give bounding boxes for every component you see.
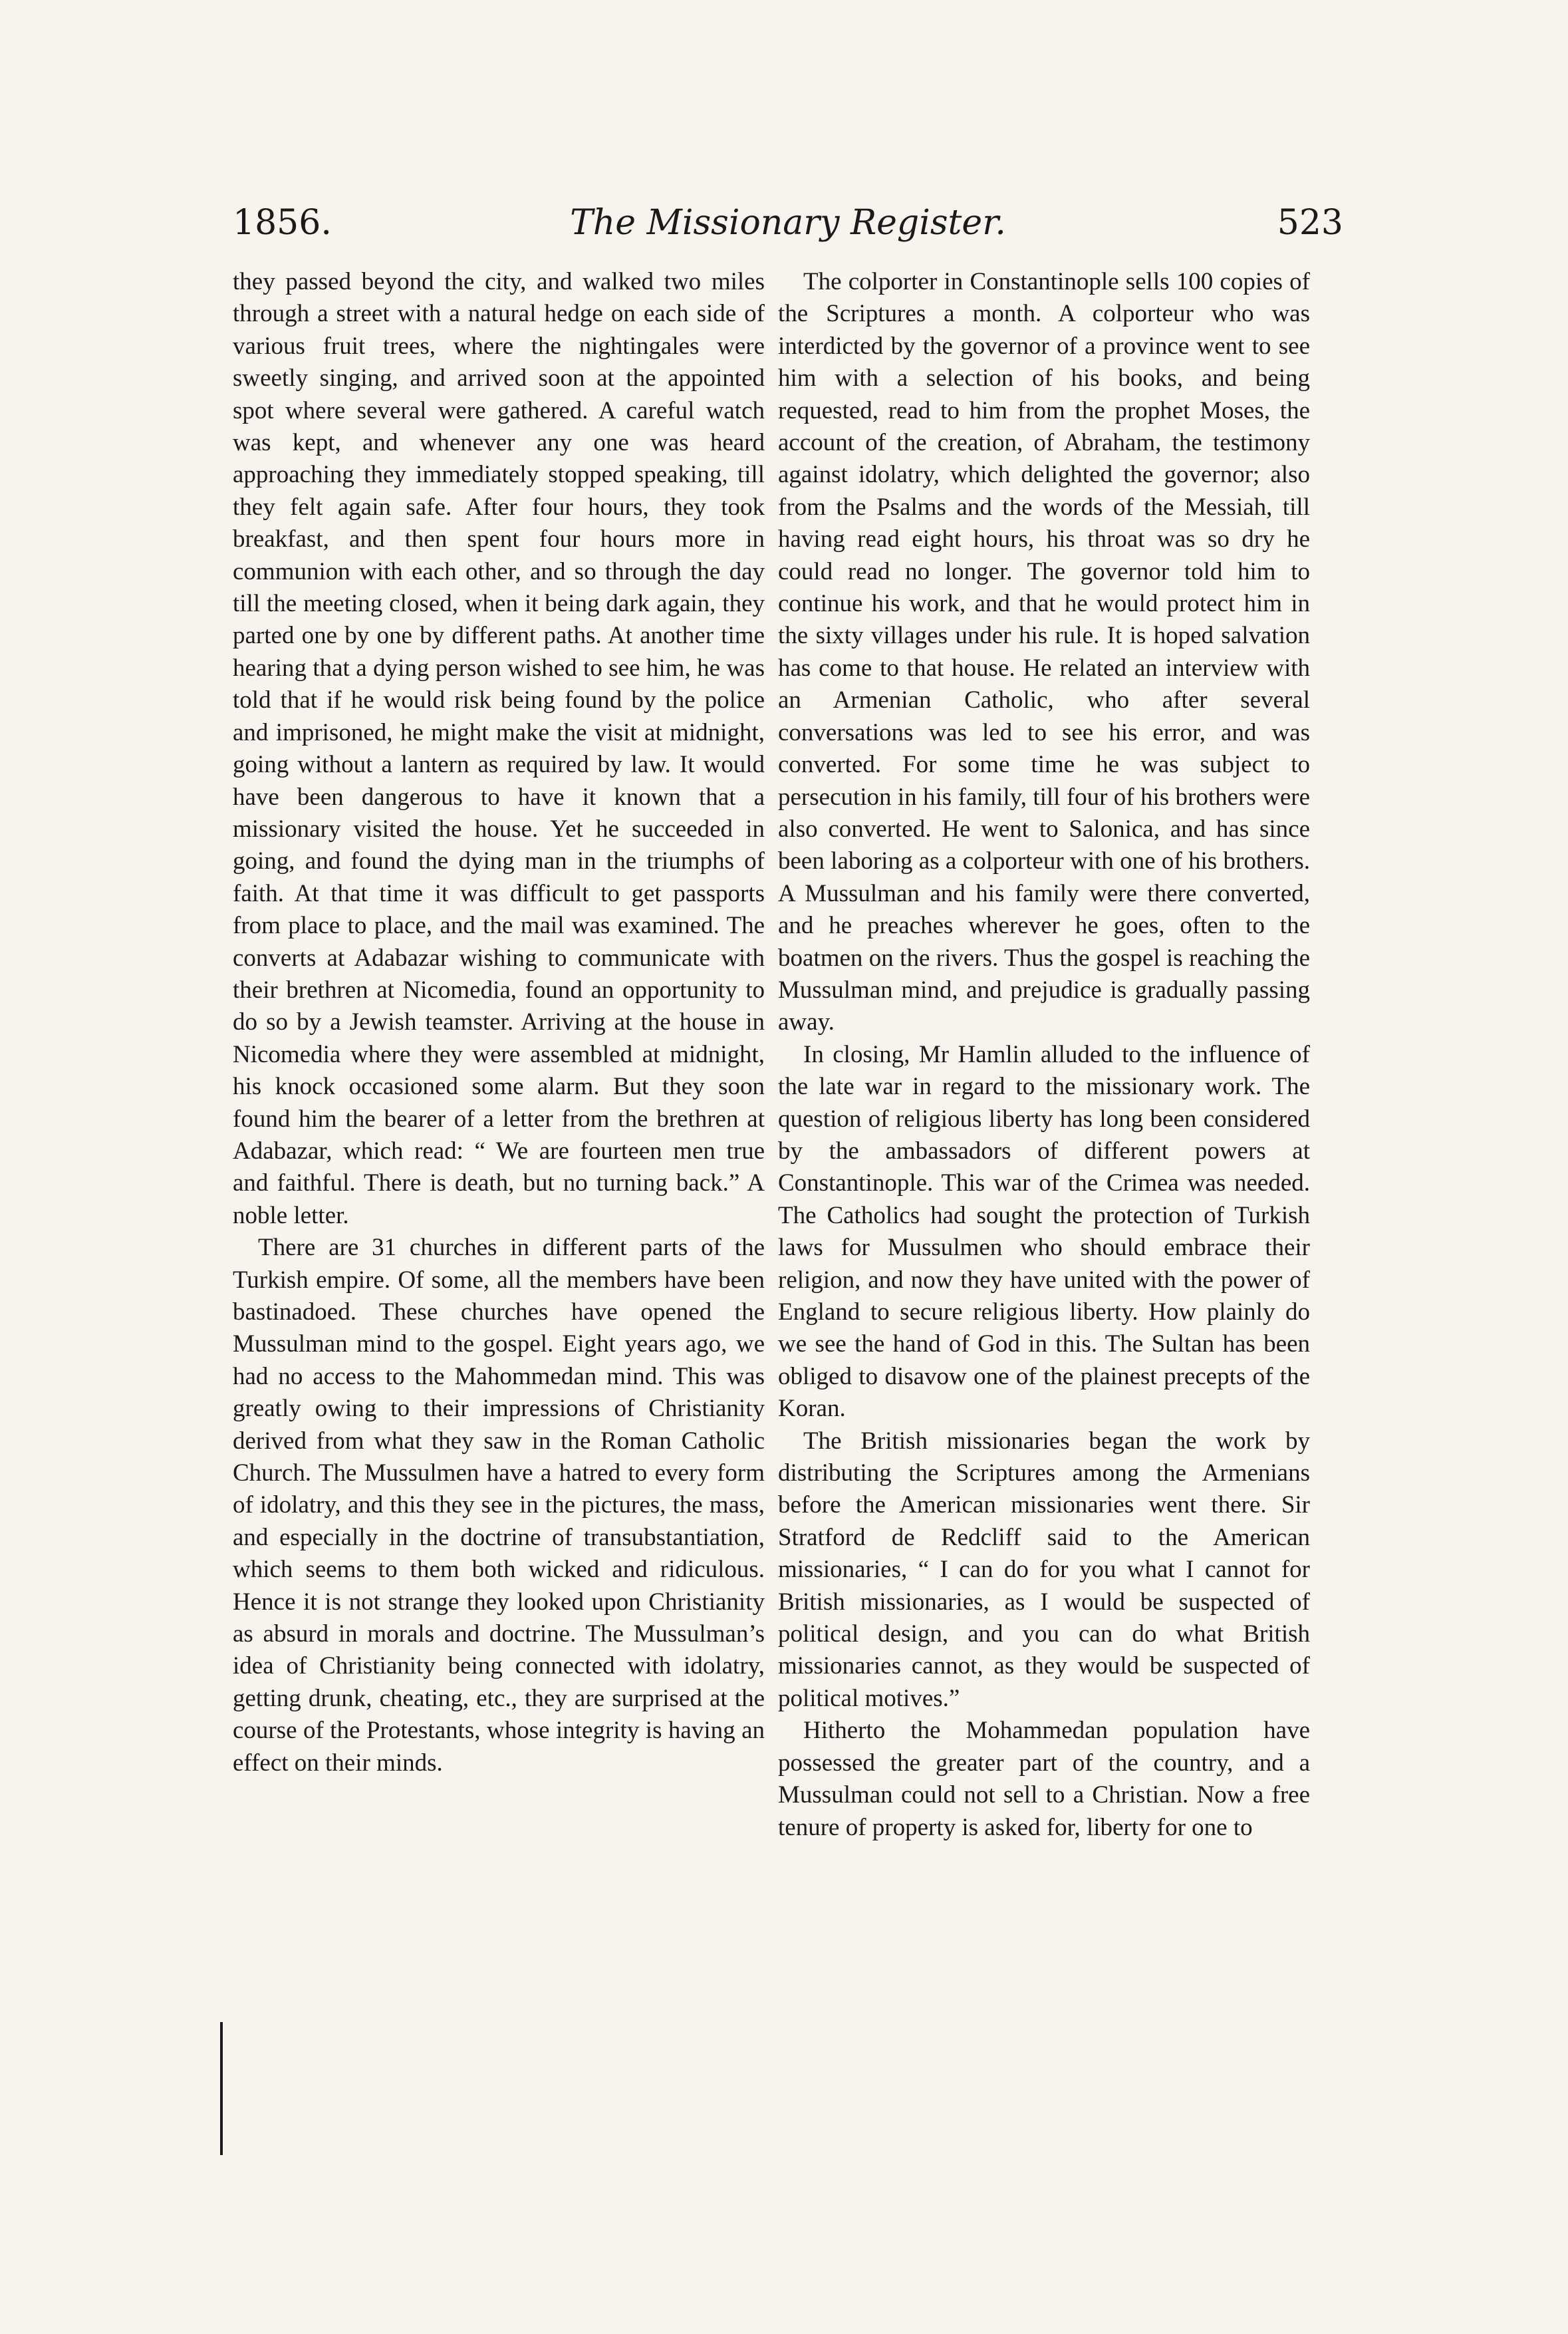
left-column (233, 266, 765, 1779)
paragraph: There are 31 churches in different parts of the Turkish empire. Of some, all the members have been bastinadoed. These churches have opened the Mussulman mind to the gospel. Eight years ago, we had no access to the Mahommedan mind. This was greatly owing to their impressions of Christianity derived from what they saw in the Roman Catholic Church. The Mussulmen have a hatred to every form of idolatry, and this they see in the pictures, the mass, and especially in the doctrine of transubstantiation, which seems to them both wicked and ridiculous. Hence it is not strange they looked upon Christianity as absurd in morals and doctrine. The Mussulman’s idea of Christianity being connected with idolatry, getting drunk, cheating, etc., they are surprised at the course of the Protestants, whose integrity is having an effect on their minds. (233, 1234, 765, 1777)
paragraph: In closing, Mr Hamlin alluded to the influence of the late war in regard to the missionary work. The question of religious liberty has long been considered by the ambassadors of different powers at Constantinople. This war of the Crimea was needed. The Catholics had sought the protection of Turkish laws for Mussulmen who should embrace their religion, and now they have united with the power of England to secure religious liberty. How plainly do we see the hand of God in this. The Sultan has been obliged to disavow one of the plainest precepts of the Koran. (778, 1040, 1310, 1423)
margin-rule (220, 2022, 223, 2155)
running-header (233, 200, 1343, 246)
paragraph: The colporter in Constantinople sells 100 copies of the Scriptures a month. A colporteur who was interdicted by the governor of a province went to see him with a selection of his books, and being requested, read to him from the prophet Moses, the account of the creation, of Abraham, the testimony against idolatry, which delighted the governor; also from the Psalms and the words of the Messiah, till having read eight hours, his throat was so dry he could read no longer. The governor told him to continue his work, and that he would protect him in the sixty villages under his rule. It is hoped salvation has come to that house. He related an interview with an Armenian Catholic, who after several conversations was led to see his error, and was converted. For some time he was subject to persecution in his family, till four of his brothers were also converted. He went to Salonica, and has since been laboring as a colporteur with one of his brothers. A Mussulman and his family were there converted, and he preaches wherever he goes, often to the boatmen on the rivers. Thus the gospel is reaching the Mussulman mind, and prejudice is gradually passing away. (778, 268, 1310, 1036)
header-journal-title: The Missionary Register. (570, 203, 1006, 243)
paragraph: they passed beyond the city, and walked two miles through a street with a natural hedge on each side of various fruit trees, where the nightingales were sweetly singing, and arrived soon at the appointed spot where several were gathered. A careful watch was kept, and whenever any one was heard approaching they immediately stopped speaking, till they felt again safe. After four hours, they took breakfast, and then spent four hours more in communion with each other, and so through the day till the meeting closed, when it being dark again, they parted one by one by different paths. At another time hearing that a dying person wished to see him, he was told that if he would risk being found by the police and imprisoned, he might make the visit at midnight, going without a lantern as required by law. It would have been dangerous to have it known that a missionary visited the house. Yet he succeeded in going, and found the dying man in the triumphs of faith. At that time it was difficult to get passports from place to place, and the mail was examined. The converts at Adabazar wishing to communicate with their brethren at Nicomedia, found an opportunity to do so by a Jewish teamster. Arriving at the house in Nicomedia where they were assembled at midnight, his knock occasioned some alarm. But they soon found him the bearer of a letter from the brethren at Adabazar, which read: “ We are fourteen men true and faithful. There is death, but no turning back.” A noble letter. (233, 268, 765, 1229)
paragraph: The British missionaries began the work by distributing the Scriptures among the Armenians before the American missionaries went there. Sir Stratford de Redcliff said to the American missionaries, “ I can do for you what I cannot for British missionaries, as I would be suspected of political design, and you can do what British missionaries cannot, as they would be suspected of political motives.” (778, 1427, 1310, 1712)
header-page-number: 523 (1277, 203, 1343, 243)
paragraph: Hitherto the Mohammedan population have possessed the greater part of the country, and a Mussulman could not sell to a Christian. Now a free tenure of property is asked for, liberty for one to (778, 1717, 1310, 1841)
right-column (778, 266, 1310, 1844)
header-year: 1856. (233, 203, 332, 243)
